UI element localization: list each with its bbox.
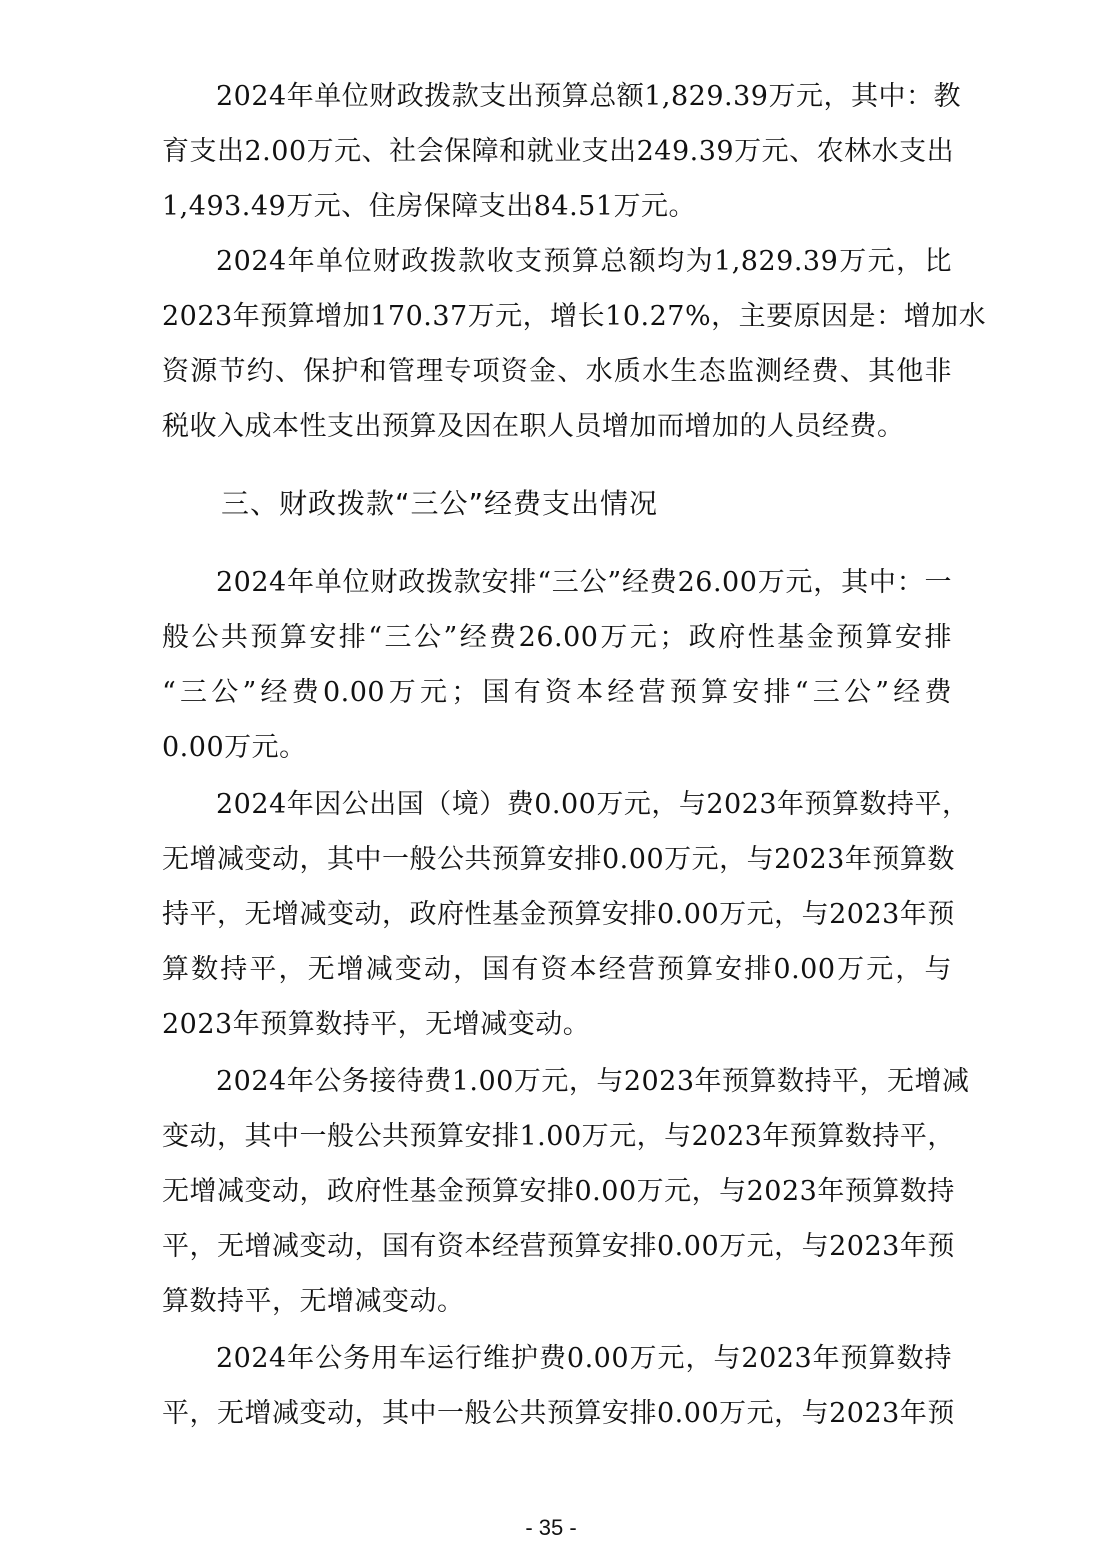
paragraph-line: 资源节约、保护和管理专项资金、水质水生态监测经费、其他非 <box>162 356 952 387</box>
page-number: - 35 - <box>525 1515 577 1540</box>
paragraph-line: “三公”经费0.00万元；国有资本经营预算安排“三公”经费 <box>162 677 952 708</box>
paragraph-line: 2024年公务接待费1.00万元，与2023年预算数持平，无增减 <box>216 1066 970 1097</box>
paragraph-line: 无增减变动，其中一般公共预算安排0.00万元，与2023年预算数 <box>162 844 955 875</box>
paragraph-line: 算数持平，无增减变动。 <box>162 1286 465 1317</box>
paragraph-line: 2023年预算数持平，无增减变动。 <box>162 1009 591 1040</box>
paragraph-line: 持平，无增减变动，政府性基金预算安排0.00万元，与2023年预 <box>162 899 955 930</box>
paragraph-line: 平，无增减变动，其中一般公共预算安排0.00万元，与2023年预 <box>162 1398 955 1429</box>
paragraph-line: 变动，其中一般公共预算安排1.00万元，与2023年预算数持平， <box>162 1121 955 1152</box>
paragraph-line: 1,493.49万元、住房保障支出84.51万元。 <box>162 191 697 222</box>
paragraph-line: 2023年预算增加170.37万元，增长10.27%，主要原因是：增加水 <box>162 301 987 332</box>
paragraph-line: 育支出2.00万元、社会保障和就业支出249.39万元、农林水支出 <box>162 136 955 167</box>
paragraph-line: 2024年单位财政拨款安排“三公”经费26.00万元，其中：一 <box>216 567 952 598</box>
paragraph-line: 2024年公务用车运行维护费0.00万元，与2023年预算数持 <box>216 1343 952 1374</box>
paragraph-line: 2024年单位财政拨款支出预算总额1,829.39万元，其中：教 <box>216 81 961 112</box>
paragraph-line: 税收入成本性支出预算及因在职人员增加而增加的人员经费。 <box>162 411 905 442</box>
paragraph-line: 2024年因公出国（境）费0.00万元，与2023年预算数持平， <box>216 789 970 820</box>
paragraph-line: 平，无增减变动，国有资本经营预算安排0.00万元，与2023年预 <box>162 1231 955 1262</box>
paragraph-line: 无增减变动，政府性基金预算安排0.00万元，与2023年预算数持 <box>162 1176 955 1207</box>
paragraph-line: 0.00万元。 <box>162 732 307 763</box>
paragraph-line: 般公共预算安排“三公”经费26.00万元；政府性基金预算安排 <box>162 622 952 653</box>
paragraph-line: 2024年单位财政拨款收支预算总额均为1,829.39万元，比 <box>216 246 952 277</box>
paragraph-line: 算数持平，无增减变动，国有资本经营预算安排0.00万元，与 <box>162 954 952 985</box>
section-heading: 三、财政拨款“三公”经费支出情况 <box>221 487 659 520</box>
